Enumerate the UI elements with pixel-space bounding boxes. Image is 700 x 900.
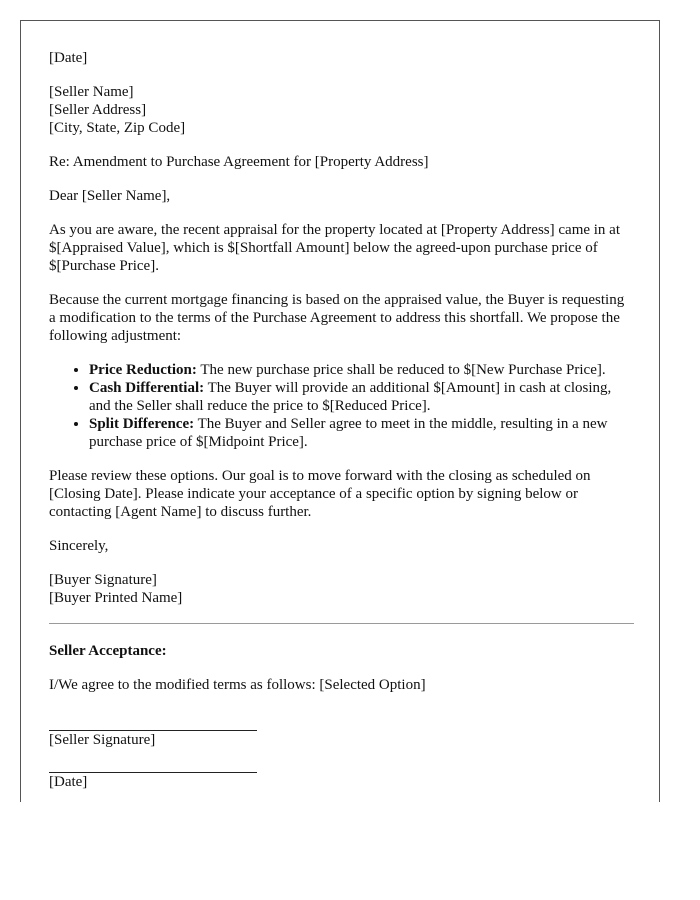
closing: Sincerely, xyxy=(49,538,109,554)
option-label: Split Difference: xyxy=(89,416,195,432)
option-text: The Buyer will provide an additional $[Amount] in cash at closing, and the Seller shall reduce the price to $[Reduced Price]. xyxy=(89,380,612,414)
seller-name: [Seller Name] xyxy=(49,84,134,100)
list-item xyxy=(89,415,634,451)
seller-address-block xyxy=(49,83,634,137)
salutation: Dear [Seller Name], xyxy=(49,188,171,204)
signature-spacer xyxy=(49,710,634,730)
option-text: The new purchase price shall be reduced to $[New Purchase Price]. xyxy=(196,362,606,378)
paragraph-request: Because the current mortgage financing is based on the appraised value, the Buyer is requesting a modification to the terms of the Purchase Agreement to address this shortfall. We propose the following adjustment: xyxy=(49,292,625,344)
paragraph-review: Please review these options. Our goal is to move forward with the closing as scheduled on [Closing Date]. Please indicate your acceptance of a specific option by signing below or contacting [Agent Name] to discuss further. xyxy=(49,468,591,520)
letter-content xyxy=(49,49,634,802)
buyer-signature: [Buyer Signature] xyxy=(49,572,157,588)
option-label: Price Reduction: xyxy=(89,362,197,378)
paragraph-appraisal: As you are aware, the recent appraisal for the property located at [Property Address] came in at $[Appraised Value], which is $[Shortfall Amount] below the agreed-upon purchase price of $[Purchase Price]. xyxy=(49,222,621,274)
buyer-signature-block xyxy=(49,571,634,607)
letter-page xyxy=(20,20,660,802)
letter-date: [Date] xyxy=(49,50,88,66)
list-item xyxy=(89,361,634,379)
options-list xyxy=(49,361,634,451)
section-divider xyxy=(49,623,634,624)
seller-address: [Seller Address] xyxy=(49,102,147,118)
acceptance-statement: I/We agree to the modified terms as follows: [Selected Option] xyxy=(49,677,426,693)
option-label: Cash Differential: xyxy=(89,380,205,396)
buyer-printed-name: [Buyer Printed Name] xyxy=(49,590,183,606)
acceptance-heading xyxy=(49,642,634,660)
seller-signature-label: [Seller Signature] xyxy=(49,732,156,748)
seller-city-state-zip: [City, State, Zip Code] xyxy=(49,120,186,136)
acceptance-heading-text: Seller Acceptance: xyxy=(49,643,167,659)
list-item xyxy=(89,379,634,415)
subject-line: Re: Amendment to Purchase Agreement for [Property Address] xyxy=(49,154,429,170)
date-label: [Date] xyxy=(49,774,88,790)
option-text: The Buyer and Seller agree to meet in the middle, resulting in a new purchase price of $[Midpoint Price]. xyxy=(89,416,608,450)
